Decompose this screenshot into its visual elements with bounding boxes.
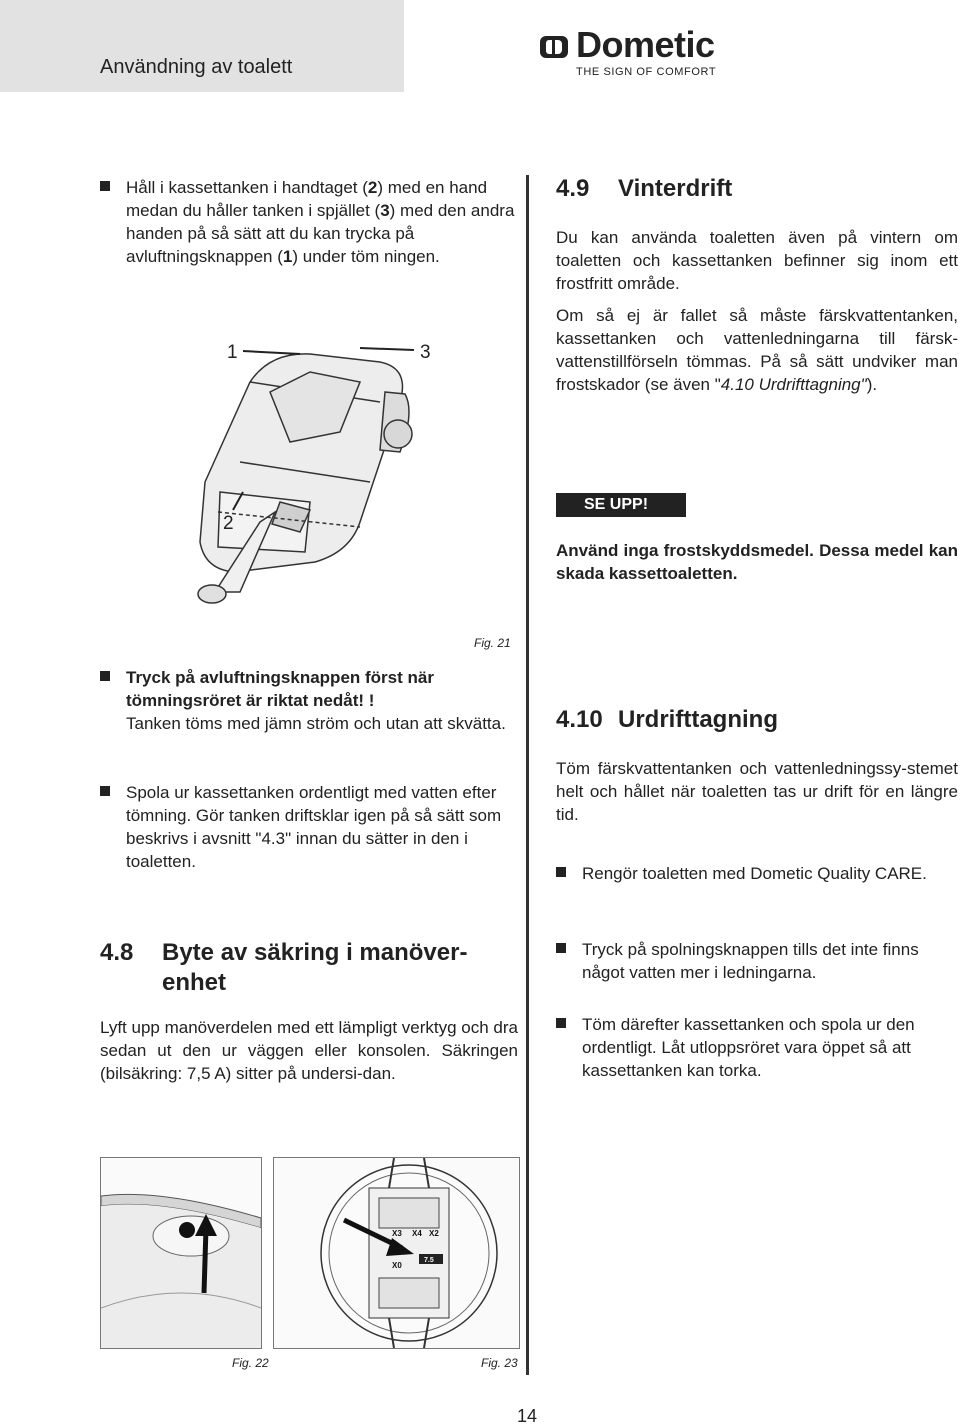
text-part: ) med en hand medan du håller tanken i spjället ( <box>126 178 488 220</box>
fig23-label-fuse: 7.5 <box>424 1257 434 1264</box>
control-unit-lift-illustration <box>101 1158 261 1348</box>
bullet-square-icon <box>556 1018 566 1028</box>
bullet-square-icon <box>556 867 566 877</box>
fig21-caption: Fig. 21 <box>474 636 511 650</box>
warning-text: Använd inga frostskyddsmedel. Dessa medel kan skada kassettoaletten. <box>556 541 958 583</box>
heading-4-9 <box>556 174 956 204</box>
heading-title: Byte av säkring i manöver- <box>162 939 468 966</box>
paragraph-text: Om så ej är fallet så måste färskvattentanken, kassettanken och vattenledningarna till färsk-vattenstillförseln tömmas. På så sätt undviker man frostskador (se även " <box>556 306 958 394</box>
fig21-label-3: 3 <box>420 342 431 363</box>
section-4-9-p2 <box>556 304 958 396</box>
fig21-label-1: 1 <box>227 342 238 363</box>
bullet-square-icon <box>556 943 566 953</box>
ref-number: 1 <box>282 247 293 266</box>
paragraph-text: ). <box>866 375 878 394</box>
text-part: Håll i kassettanken i handtaget ( <box>126 178 368 197</box>
fig23-label-x4: X4 <box>412 1229 422 1238</box>
section-4-9-p1: Du kan använda toaletten även på vintern om toaletten och kassettanken befinner sig inom ett frostfritt område. <box>556 228 958 293</box>
heading-title-cont: enhet <box>162 969 227 996</box>
bullet-press-flush <box>556 938 960 984</box>
heading-number: 4.8 <box>100 939 134 966</box>
page-number: 14 <box>517 1406 538 1426</box>
ref-number: 2 <box>367 178 378 197</box>
section-4-10-p1: Töm färskvattentanken och vattenledningssy-stemet helt och hållet när toaletten tas ur drift för en längre tid. <box>556 759 958 824</box>
bullet-text: Rengör toaletten med Dometic Quality CARE. <box>582 864 927 883</box>
text-part: ) med den andra handen på så sätt att du kan trycka på avluftningsknappen ( <box>126 201 515 266</box>
heading-title: Vinterdrift <box>618 175 733 202</box>
fig22-caption: Fig. 22 <box>232 1356 269 1370</box>
figure-22 <box>100 1157 262 1349</box>
bullet-text: Töm därefter kassettanken och spola ur den ordentligt. Låt utloppsröret vara öppet så att kassettanken kan torka. <box>582 1015 915 1080</box>
brand-tagline: THE SIGN OF COMFORT <box>576 66 717 78</box>
fig23-caption: Fig. 23 <box>481 1356 518 1370</box>
brand-name: Dometic <box>576 24 715 65</box>
bullet-press-vent <box>100 666 536 735</box>
figure-23 <box>273 1157 520 1349</box>
bullet-square-icon <box>100 181 110 191</box>
control-unit-fuse-illustration <box>274 1158 519 1348</box>
figure-21 <box>100 322 504 622</box>
bullet-rinse-tank <box>100 781 536 873</box>
fig21-label-2: 2 <box>223 513 234 534</box>
heading-4-8 <box>100 938 520 998</box>
warning-label: SE UPP! <box>556 493 686 517</box>
fig23-label-x0: X0 <box>392 1261 402 1270</box>
cassette-tank-illustration <box>100 322 504 622</box>
bullet-text: Spola ur kassettanken ordentligt med vatten efter tömning. Gör tanken driftsklar igen på så sätt som beskrivs i avsnitt "4.3" innan du sätter in den i toaletten. <box>126 783 502 871</box>
bullet-text: Tryck på spolningsknappen tills det inte finns något vatten mer i ledningarna. <box>582 940 919 982</box>
heading-number: 4.10 <box>556 706 603 733</box>
dometic-logo-icon <box>540 36 568 58</box>
cross-reference: 4.10 Urdrifttagning" <box>720 375 867 394</box>
bullet-empty-tank <box>556 1013 960 1082</box>
fig23-label-x3: X3 <box>392 1229 402 1238</box>
section-title: Användning av toalett <box>100 56 293 78</box>
ref-number: 3 <box>380 201 390 220</box>
text-part: ) under töm ningen. <box>292 247 440 266</box>
fig23-label-x2: X2 <box>429 1229 439 1238</box>
bullet-clean-toilet <box>556 862 960 885</box>
heading-number: 4.9 <box>556 175 590 202</box>
bullet-text: Tanken töms med jämn ström och utan att skvätta. <box>126 714 506 733</box>
bullet-square-icon <box>100 671 110 681</box>
bullet-bold-text: Tryck på avluftningsknappen först när tömningsröret är riktat nedåt! ! <box>126 668 434 710</box>
bullet-square-icon <box>100 786 110 796</box>
section-4-8-text: Lyft upp manöverdelen med ett lämpligt verktyg och dra sedan ut den ur väggen eller konsolen. Säkringen (bilsäkring: 7,5 A) sitter på undersi-dan. <box>100 1018 518 1083</box>
heading-title: Urdrifttagning <box>618 706 778 733</box>
heading-4-10 <box>556 705 956 735</box>
column-divider <box>526 175 529 1375</box>
bullet-hold-tank <box>100 176 536 268</box>
dometic-logo <box>540 24 730 82</box>
